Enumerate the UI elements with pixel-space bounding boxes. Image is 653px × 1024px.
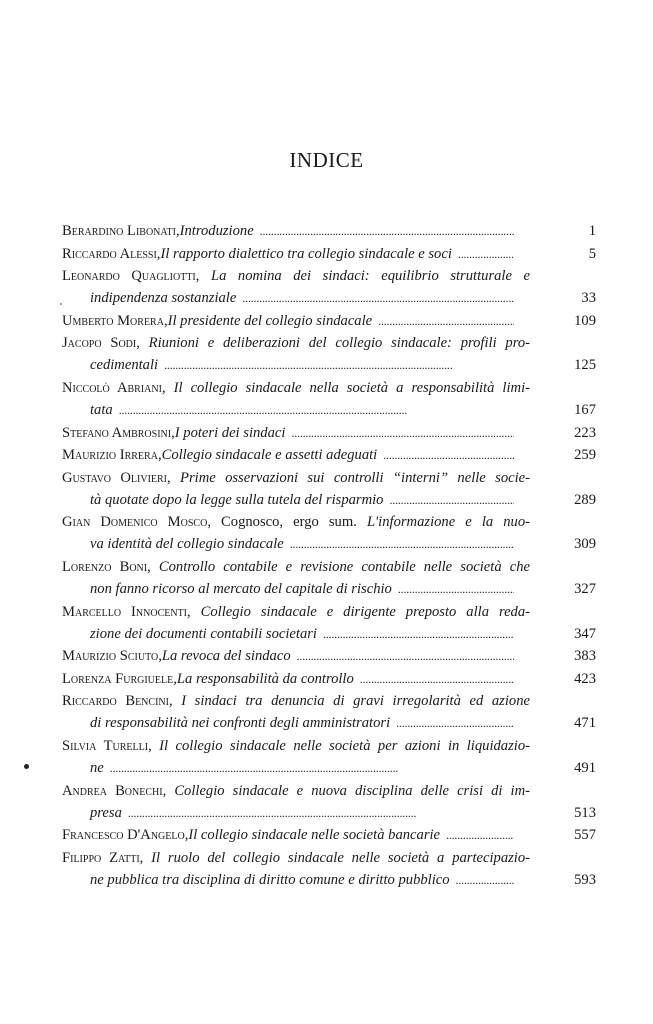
entry-separator: , xyxy=(187,603,201,620)
entry-author: Riccardo Bencini xyxy=(62,693,169,710)
entry-title xyxy=(221,514,530,530)
entry-separator: , xyxy=(173,670,177,687)
toc-entry[interactable] xyxy=(62,645,596,667)
entry-separator: , xyxy=(148,737,160,754)
toc-entry[interactable] xyxy=(62,467,596,511)
toc-entry[interactable] xyxy=(62,332,596,376)
entry-author: Stefano Ambrosini xyxy=(62,424,172,441)
entry-title: Collegio sindacale e nuova disciplina delle crisi di im- xyxy=(174,782,531,799)
dot-leader xyxy=(128,802,514,824)
toc-entry[interactable] xyxy=(62,780,596,824)
entry-title-continuation: indipendenza sostanziale xyxy=(90,290,237,307)
entry-author: Marcello Innocenti xyxy=(62,603,188,620)
entry-page-number: 309 xyxy=(574,536,596,553)
entry-page-number: 347 xyxy=(574,625,596,642)
dot-leader xyxy=(378,310,514,332)
entry-title: La responsabilità da controllo xyxy=(176,670,354,687)
entry-separator: , xyxy=(163,312,168,329)
entry-title-continuation: zione dei documenti contabili societari xyxy=(90,625,317,642)
entry-separator: , xyxy=(139,849,152,866)
entry-author: Maurizio Irrera xyxy=(62,447,158,464)
entry-author: Francesco D'Angelo xyxy=(62,827,185,844)
dot-leader xyxy=(389,489,514,511)
dot-leader xyxy=(290,533,514,555)
entry-page-number: 223 xyxy=(574,424,596,441)
entry-title: Il rapporto dialettico tra collegio sindacale e soci xyxy=(160,245,452,262)
dot-leader xyxy=(398,578,514,600)
entry-title-italic: L'informazione e la nuo- xyxy=(366,514,530,531)
entry-separator: , xyxy=(175,223,180,239)
dot-leader xyxy=(456,869,514,891)
entry-title-continuation: non fanno ricorso al mercato del capitale di rischio xyxy=(90,580,392,597)
dot-leader xyxy=(260,220,514,242)
entry-title-upright: Cognosco, ergo sum. xyxy=(221,514,367,531)
page-title: INDICE xyxy=(289,148,364,172)
entry-separator: , xyxy=(158,648,162,665)
entry-page-number: 471 xyxy=(574,715,596,732)
entry-title: I poteri dei sindaci xyxy=(174,424,286,441)
dot-leader xyxy=(291,422,514,444)
dot-leader xyxy=(297,645,514,667)
entry-author: Andrea Bonechi xyxy=(62,782,163,799)
dot-leader xyxy=(242,287,514,309)
toc-entry[interactable] xyxy=(62,265,596,309)
toc-entry[interactable] xyxy=(62,310,596,332)
entry-page-number: 109 xyxy=(574,312,596,329)
toc-entry[interactable] xyxy=(62,422,596,444)
entry-author: Gian Domenico Mosco xyxy=(62,514,208,531)
entry-title: La nomina dei sindaci: equilibrio strutturale e xyxy=(210,268,530,285)
entry-author: Lorenzo Boni xyxy=(62,558,148,575)
entry-separator: , xyxy=(195,268,211,285)
entry-title: I sindaci tra denuncia di gravi irregolarità ed azione xyxy=(181,693,530,710)
entry-author: Riccardo Alessi xyxy=(62,245,157,262)
toc-entry[interactable] xyxy=(62,601,596,645)
entry-author: Filippo Zatti xyxy=(62,849,140,866)
entry-title: Riunioni e deliberazioni del collegio sindacale: profili pro- xyxy=(148,335,531,352)
entry-separator: , xyxy=(207,514,222,531)
toc-entry[interactable] xyxy=(62,556,596,600)
toc-entry[interactable] xyxy=(62,735,596,779)
dot-leader xyxy=(323,623,514,645)
entry-title-continuation: di responsabilità nei confronti degli amministratori xyxy=(90,715,391,732)
toc-entry[interactable] xyxy=(62,824,596,846)
entry-title: Introduzione xyxy=(179,223,254,239)
entry-page-number: 327 xyxy=(574,580,596,597)
entry-page-number: 513 xyxy=(574,804,596,821)
entry-separator: , xyxy=(157,447,162,464)
entry-author: Jacopo Sodi xyxy=(62,335,137,352)
toc-entry[interactable] xyxy=(62,377,596,421)
dot-leader xyxy=(360,668,514,690)
entry-author: Leonardo Quagliotti xyxy=(62,268,196,285)
entry-page-number: 167 xyxy=(574,401,596,418)
toc-entry[interactable] xyxy=(62,668,596,690)
entry-page-number: 1 xyxy=(588,223,596,239)
entry-page-number: 125 xyxy=(574,357,596,374)
dot-leader xyxy=(446,824,514,846)
toc-entry[interactable] xyxy=(62,220,596,242)
margin-dot-mark xyxy=(24,764,29,769)
toc-entry[interactable] xyxy=(62,847,596,891)
toc-entry[interactable] xyxy=(62,690,596,734)
entry-title: Controllo contabile e revisione contabile nelle società che xyxy=(158,558,530,575)
entry-title: Il ruolo del collegio sindacale nelle società a partecipazio- xyxy=(151,849,531,866)
entry-page-number: 557 xyxy=(574,827,596,844)
entry-page-number: 383 xyxy=(574,648,596,665)
entry-separator: , xyxy=(147,558,159,575)
entry-title: Collegio sindacale e dirigente preposto alla reda- xyxy=(200,603,531,620)
entry-author: Umberto Morera xyxy=(62,312,164,329)
entry-separator: , xyxy=(171,424,175,441)
entry-title: Il collegio sindacale nelle società bancarie xyxy=(188,827,441,844)
entry-author: Maurizio Sciuto xyxy=(62,648,159,665)
entry-title-continuation: tata xyxy=(90,401,113,418)
table-of-contents xyxy=(62,220,596,891)
entry-title: La revoca del sindaco xyxy=(161,648,291,665)
entry-page-number: 593 xyxy=(574,871,596,888)
entry-page-number: 423 xyxy=(574,670,596,687)
entry-title-continuation: tà quotate dopo la legge sulla tutela del risparmio xyxy=(90,491,384,508)
toc-entry[interactable] xyxy=(62,444,596,466)
entry-page-number: 491 xyxy=(574,759,596,776)
entry-separator: , xyxy=(184,827,189,844)
entry-separator: , xyxy=(161,379,174,396)
entry-page-number: 33 xyxy=(581,290,596,307)
entry-title: Il collegio sindacale nella società a responsabilità limi- xyxy=(173,379,530,396)
dot-leader xyxy=(383,444,514,466)
toc-entry[interactable] xyxy=(62,511,596,555)
entry-title: Prime osservazioni sui controlli “interni” nelle socie- xyxy=(180,469,531,486)
entry-title-continuation: presa xyxy=(90,804,122,821)
entry-title-continuation: va identità del collegio sindacale xyxy=(90,536,284,553)
entry-page-number: 5 xyxy=(588,245,596,262)
entry-title: Collegio sindacale e assetti adeguati xyxy=(161,447,378,464)
entry-author: Gustavo Olivieri xyxy=(62,469,168,486)
dot-leader xyxy=(119,399,514,421)
entry-page-number: 259 xyxy=(574,447,596,464)
dot-leader xyxy=(164,354,514,376)
dot-leader xyxy=(458,243,514,265)
entry-page-number: 289 xyxy=(574,491,596,508)
entry-separator: , xyxy=(167,469,181,486)
entry-separator: , xyxy=(168,693,182,710)
entry-title-continuation: ne xyxy=(90,759,104,776)
entry-author: Silvia Turelli xyxy=(62,737,149,754)
entry-title: Il presidente del collegio sindacale xyxy=(167,312,373,329)
entry-author: Niccolò Abriani xyxy=(62,379,162,396)
entry-title-continuation: cedimentali xyxy=(90,357,159,374)
entry-title-continuation: ne pubblica tra disciplina di diritto comune e diritto pubblico xyxy=(90,871,450,888)
entry-separator: , xyxy=(156,245,161,262)
dot-leader xyxy=(110,757,514,779)
entry-title: Il collegio sindacale nelle società per azioni in liquidazio- xyxy=(159,737,530,754)
entry-author: Berardino Libonati xyxy=(62,223,176,239)
toc-entry[interactable] xyxy=(62,243,596,265)
entry-separator: , xyxy=(136,335,149,352)
entry-separator: , xyxy=(162,782,175,799)
entry-author: Lorenza Furgiuele xyxy=(62,670,174,687)
dot-leader xyxy=(396,712,514,734)
